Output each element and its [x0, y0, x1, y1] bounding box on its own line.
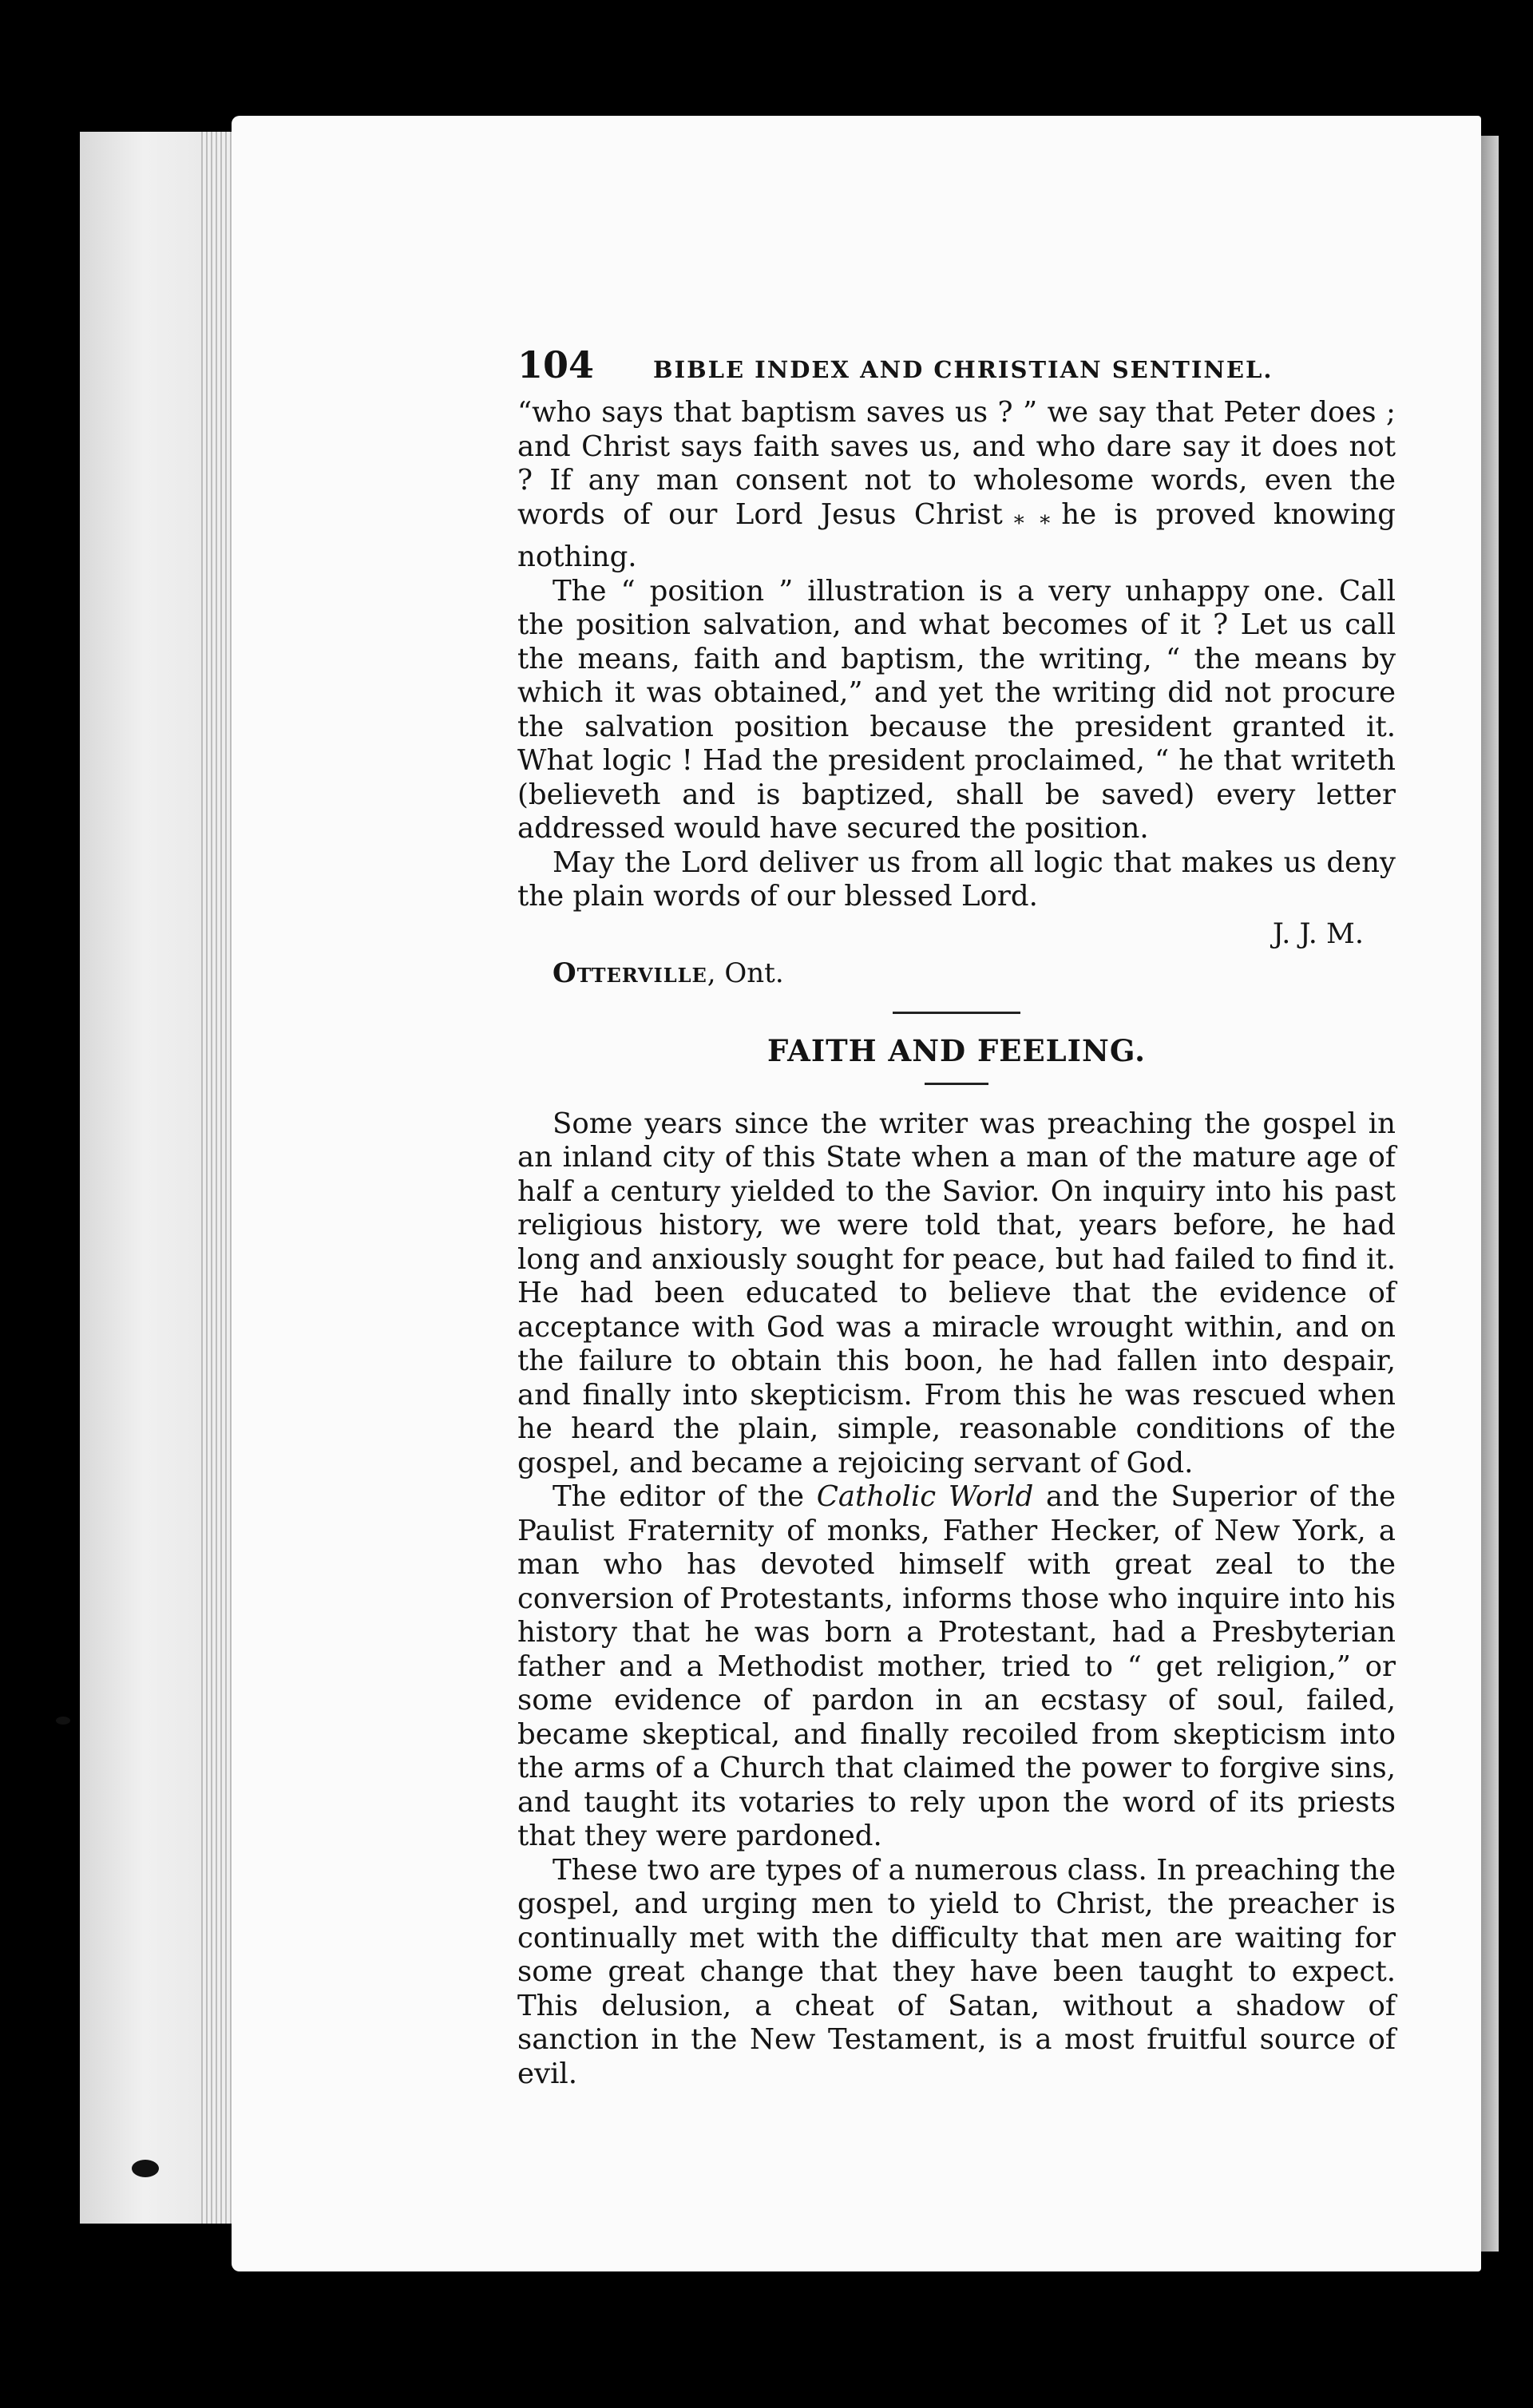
article-paragraph-1: Some years since the writer was preaching the gospel in an inland city of this State when a man of the mature age of half a century yielded to the Savior. On inquiry into his past religious history, we were told that, years before, he had long and anxiously sought for peace, but had failed to find it. He had been educated to believe that the evidence of acceptance with God was a miracle wrought within, and on the failure to obtain this boon, he had fallen into despair, and finally into skepticism. From this he was rescued when he heard the plain, simple, reasonable conditions of the gospel, and became a rejoicing servant of God. [517, 1107, 1396, 1479]
place-name: Otterville [553, 956, 707, 989]
book-right-edge [1481, 136, 1499, 2252]
scan-speck [56, 1717, 70, 1725]
running-head-title: BIBLE INDEX AND CHRISTIAN SENTINEL. [653, 356, 1274, 383]
letter-paragraph-3: May the Lord deliver us from all logic that makes us deny the plain words of our blessed Lord. [517, 846, 1396, 913]
letter-paragraph-1-end: he is proved knowing nothing. [517, 497, 1396, 573]
article-paragraph-2-rest: and the Superior of the Paulist Fraternity of monks, Father Hecker, of New York, a man who has devoted himself with great zeal to the conversion of Protestants, informs those who inquire into his history that he was born a Protestant, had a Presbyterian father and a Methodist mother, tried to “ get religion,” or some evidence of pardon in an ecstasy of soul, failed, became skeptical, and finally recoiled from skepticism into the arms of a Church that claimed the power to forgive sins, and taught its votaries to rely upon the word of its priests that they were pardoned. [517, 1480, 1396, 1852]
page-number: 104 [517, 343, 595, 386]
article-paragraph-2-start: The editor of the [553, 1480, 805, 1513]
section-divider [893, 1012, 1020, 1014]
letter-paragraph-1-text: “who says that baptism saves us ? ” we say that Peter does ; and Christ says faith saves us, and who dare say it does not ? If any man consent not to wholesome words, even the words of our Lord Jesus Christ [517, 396, 1396, 531]
scan-speck [132, 2160, 159, 2177]
article-paragraph-2 [517, 1480, 1396, 1854]
article-title: FAITH AND FEELING. [767, 1032, 1146, 1068]
book-fore-edge [80, 132, 240, 2224]
place-line [517, 954, 1396, 992]
title-underline [925, 1083, 988, 1085]
page-content [517, 343, 1396, 2091]
publication-title: Catholic World [816, 1480, 1034, 1513]
signature: J. J. M. [1272, 917, 1364, 950]
letter-paragraph-1 [517, 396, 1396, 575]
running-head [517, 343, 1396, 386]
ellipsis-asterisks: * * [1013, 511, 1051, 536]
article-paragraph-3: These two are types of a numerous class. In preaching the gospel, and urging men to yield to Christ, the preacher is continually met with the difficulty that men are waiting for some great change that they have been taught to expect. This delusion, a cheat of Satan, without a shadow of sanction in the New Testament, is a most fruitful source of evil. [517, 1853, 1396, 2090]
page-edges [201, 132, 233, 2224]
place-province: , Ont. [707, 956, 784, 989]
letter-paragraph-2: The “ position ” illustration is a very unhappy one. Call the position salvation, and what becomes of it ? Let us call the means, faith and baptism, the writing, “ the means by which it was obtained,” and yet the writing did not procure the salvation position because the president granted it. What logic ! Had the president proclaimed, “ he that writeth (believeth and is baptized, shall be saved) every letter addressed would have secured the position. [517, 574, 1396, 845]
